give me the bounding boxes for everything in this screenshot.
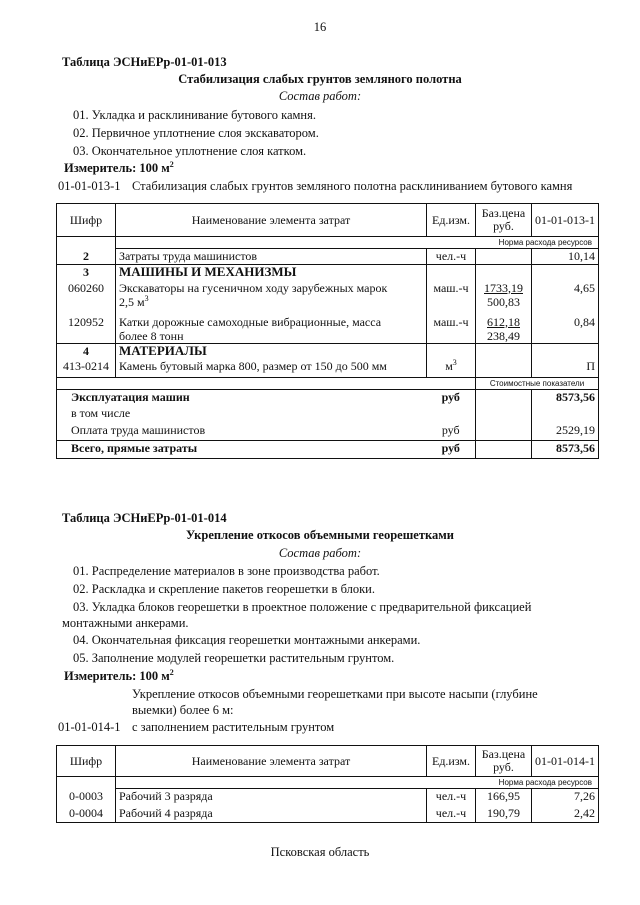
table2-label: Таблица ЭСНиЕРр-01-01-014 [62, 511, 227, 525]
table2-meter: Измеритель: 100 $м^2$ [64, 667, 174, 683]
table-row: Всего, прямые затраты руб 8573,56 [57, 440, 599, 458]
table1-grid [56, 203, 599, 459]
table2-works-heading: Состав работ: [278, 546, 362, 560]
header-name: Наименование элемента затрат [116, 746, 427, 777]
header-unit: Ед.изм. [427, 204, 476, 237]
header-unit: Ед.изм. [427, 746, 476, 777]
table-row: Эксплуатация машин руб 8573,56 [57, 389, 599, 406]
table2-group-line-1: Укрепление откосов объемными георешетками при высоте насыпи (глубине [132, 687, 538, 701]
table2-item-text: с заполнением растительным грунтом [132, 720, 335, 734]
table1-norm-row [57, 237, 599, 249]
table-row: 060260 Экскаваторы на гусеничном ходу зарубежных марок 2,5 $м^3$ маш.-ч 1733,19 500,83 4,65 [57, 281, 599, 311]
page-number: 16 [313, 20, 327, 34]
table2-grid [56, 745, 599, 823]
table2-title: Укрепление откосов объемными георешетками [186, 528, 454, 542]
table-row: 2 Затраты труда машинистов чел.-ч 10,14 [57, 249, 599, 265]
table-row: 413-0214 Камень бутовый марка 800, размер от 150 до 500 мм $м^3$ П [57, 359, 599, 377]
table2-work-3-cont: монтажными анкерами. [62, 616, 189, 630]
table-row: 3 МАШИНЫ И МЕХАНИЗМЫ [57, 265, 599, 281]
norm-label: Норма расхода ресурсов [116, 777, 599, 789]
table2-work-1: 01. Распределение материалов в зоне производства работ. [73, 564, 380, 578]
table2-work-5: 05. Заполнение модулей георешетки растительным грунтом. [73, 651, 395, 665]
table2-work-3: 03. Укладка блоков георешетки в проектное положение с предварительной фиксацией [73, 600, 532, 614]
table-row: 0-0003 Рабочий 3 разряда чел.-ч 166,95 7,26 [57, 789, 599, 806]
header-col: 01-01-013-1 [532, 204, 599, 237]
table2-group-line-2: выемки) более 6 м: [132, 703, 234, 717]
table-row: 120952 Катки дорожные самоходные вибрационные, масса более 8 тонн маш.-ч 612,18 238,49 0,84 [57, 311, 599, 344]
table1-work-3: 03. Окончательное уплотнение слоя катком. [73, 144, 307, 158]
table1-cost-label-row [57, 377, 599, 389]
header-price: Баз.цена руб. [476, 746, 532, 777]
table2-norm-row [57, 777, 599, 789]
table-row: 4 МАТЕРИАЛЫ [57, 343, 599, 359]
cost-label: Стоимостные показатели [476, 377, 599, 389]
table-row: 0-0004 Рабочий 4 разряда чел.-ч 190,79 2,42 [57, 806, 599, 823]
table2-work-4: 04. Окончательная фиксация георешетки монтажными анкерами. [73, 633, 421, 647]
table1-item-code: 01-01-013-1 [58, 179, 121, 193]
header-name: Наименование элемента затрат [116, 204, 427, 237]
table2-work-2: 02. Раскладка и скрепление пакетов георешетки в блоки. [73, 582, 375, 596]
table1-label: Таблица ЭСНиЕРр-01-01-013 [62, 55, 227, 69]
page-footer: Псковская область [270, 845, 370, 859]
header-code: Шифр [57, 746, 116, 777]
table1-work-2: 02. Первичное уплотнение слоя экскаватором. [73, 126, 319, 140]
table1-work-1: 01. Укладка и расклинивание бутового камня. [73, 108, 316, 122]
table1-title: Стабилизация слабых грунтов земляного полотна [178, 72, 462, 86]
table-row: Оплата труда машинистов руб 2529,19 [57, 423, 599, 440]
header-code: Шифр [57, 204, 116, 237]
table1-meter: Измеритель: 100 $м^2$ [64, 159, 174, 175]
header-col: 01-01-014-1 [532, 746, 599, 777]
table1-header-row [57, 204, 599, 237]
table1-works-heading: Состав работ: [278, 89, 362, 103]
table1-item-text: Стабилизация слабых грунтов земляного полотна расклиниванием бутового камня [132, 179, 573, 193]
norm-label: Норма расхода ресурсов [116, 237, 599, 249]
header-price: Баз.цена руб. [476, 204, 532, 237]
table-row: в том числе [57, 406, 599, 423]
table2-item-code: 01-01-014-1 [58, 720, 121, 734]
table2-header-row [57, 746, 599, 777]
